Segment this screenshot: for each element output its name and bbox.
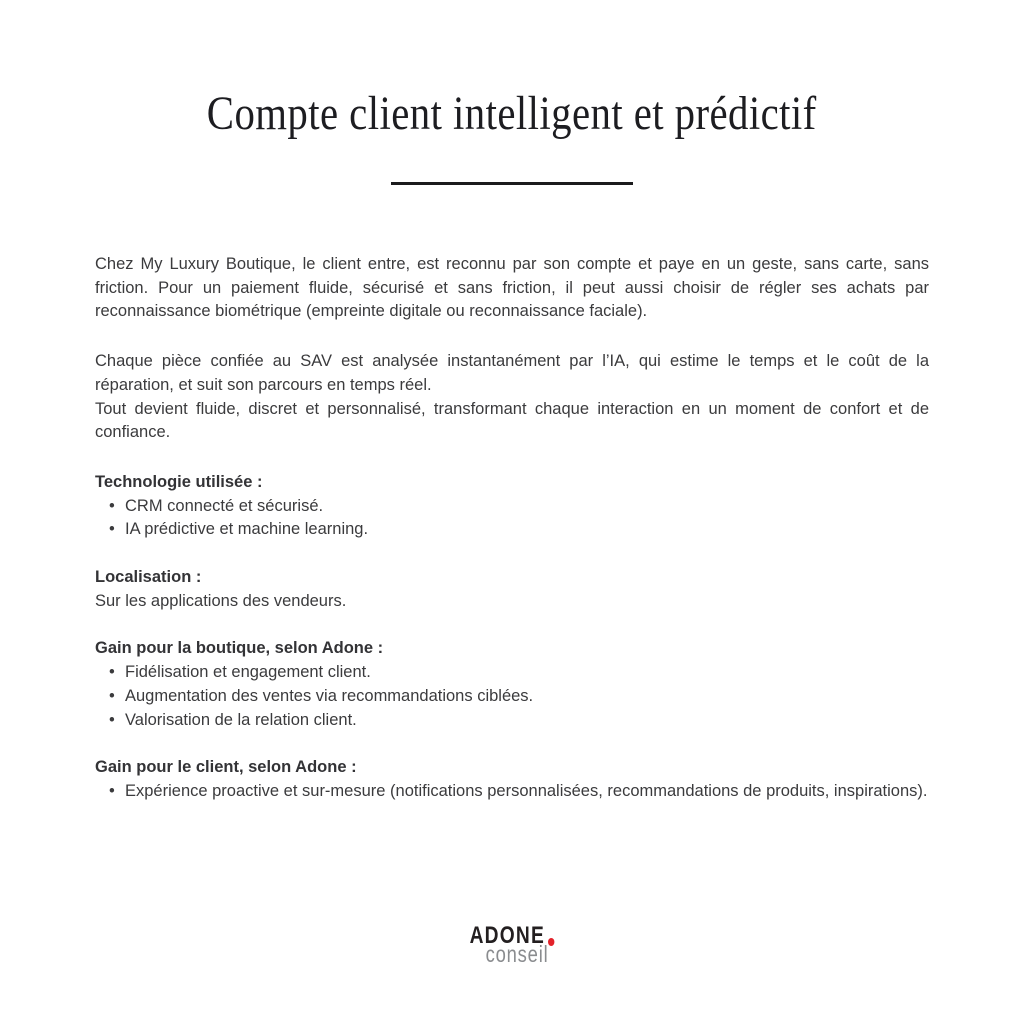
paragraph: Chez My Luxury Boutique, le client entre, est reconnu par son compte et paye en un geste, sans carte, sans friction. Pour un paiement fluide, sécurisé et sans friction, il peut aussi choisir de régler ses achats par reconnaissance biométrique (empreinte digitale ou reconnaissance faciale).	[95, 255, 929, 321]
bullet-list	[95, 661, 929, 732]
list-item: • Expérience proactive et sur-mesure (notifications personnalisées, recommandations de produits, inspirations).	[95, 780, 929, 804]
section-gain-client	[95, 756, 929, 803]
list-item: • Fidélisation et engagement client.	[95, 661, 929, 685]
section-heading: Gain pour le client, selon Adone :	[95, 758, 357, 777]
bullet-list	[95, 780, 929, 804]
divider-rule	[391, 182, 633, 185]
paragraph: Chaque pièce confiée au SAV est analysée instantanément par l’IA, qui estime le temps et le coût de la réparation, et suit son parcours en temps réel.	[95, 352, 929, 394]
section-localisation	[95, 566, 929, 613]
paragraph: Tout devient fluide, discret et personnalisé, transformant chaque interaction en un moment de confort et de confiance.	[95, 399, 929, 442]
body-content	[95, 253, 929, 828]
section-technologie	[95, 471, 929, 542]
list-item: • IA prédictive et machine learning.	[95, 518, 929, 542]
footer-logo-area	[0, 924, 1024, 966]
list-item: • Valorisation de la relation client.	[95, 709, 929, 733]
list-item: • CRM connecté et sécurisé.	[95, 495, 929, 519]
title-area	[0, 54, 1024, 174]
logo-brand-text: ADONE	[469, 922, 545, 949]
section-gain-boutique	[95, 637, 929, 732]
section-heading: Gain pour la boutique, selon Adone :	[95, 639, 384, 658]
section-text: Sur les applications des vendeurs.	[95, 591, 347, 610]
red-dot-icon	[548, 938, 554, 946]
adone-logo	[470, 924, 555, 966]
bullet-list	[95, 495, 929, 542]
list-item: • Augmentation des ventes via recommandations ciblées.	[95, 685, 929, 709]
intro-paragraph-1	[95, 253, 929, 324]
logo-subtitle-text: conseil	[485, 941, 549, 967]
page-title: Compte client intelligent et prédictif	[207, 87, 817, 141]
section-heading: Technologie utilisée :	[95, 472, 263, 491]
section-heading: Localisation :	[95, 568, 202, 587]
intro-paragraph-2	[95, 350, 929, 445]
